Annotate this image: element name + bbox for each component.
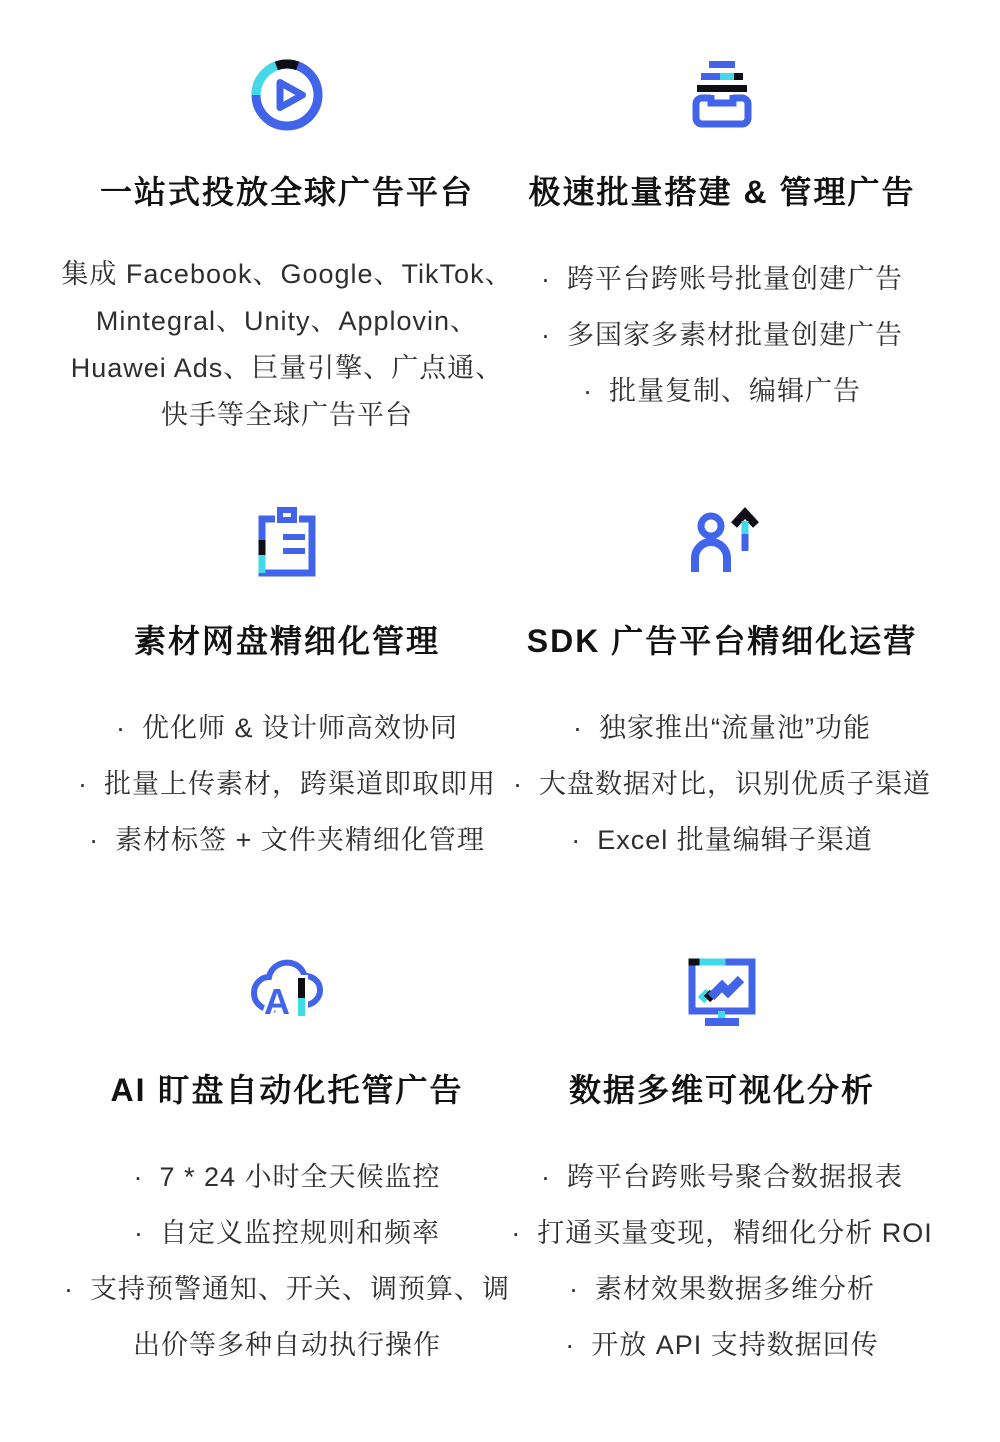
feature-title: 数据多维可视化分析: [568, 1072, 875, 1108]
feature-bullet-text: 跨平台跨账号批量创建广告: [567, 264, 903, 294]
feature-bullet-item: [54, 1149, 520, 1205]
bullet-dot: ·: [568, 1274, 579, 1304]
feature-title: 一站式投放全球广告平台: [99, 174, 474, 210]
feature-bullet-item: [511, 1205, 933, 1261]
svg-text:A: A: [264, 981, 290, 1022]
feature-card-sdk-operation: [472, 504, 972, 953]
feature-bullet-text: 支持预警通知、开关、调预算、调出价等多种自动执行操作: [90, 1274, 510, 1360]
feature-bullet-list: [54, 1149, 520, 1373]
bullet-dot: ·: [115, 713, 126, 743]
feature-bullet-item: [513, 700, 931, 756]
feature-bullet-item: [511, 1149, 933, 1205]
bullet-dot: ·: [571, 825, 582, 855]
feature-card-ai-autopilot: [37, 953, 537, 1402]
bullet-dot: ·: [541, 264, 551, 294]
archive-box-icon: [682, 55, 762, 135]
feature-bullet-item: [78, 812, 496, 868]
clipboard-icon: [247, 504, 327, 584]
feature-bullet-text: 批量复制、编辑广告: [609, 376, 861, 406]
bullet-dot: ·: [64, 1274, 74, 1304]
feature-bullet-item: [513, 812, 931, 868]
feature-bullet-text: 自定义监控规则和频率: [160, 1218, 440, 1248]
feature-bullet-text: 批量上传素材，跨渠道即取即用: [104, 769, 496, 799]
feature-bullet-item: [78, 756, 496, 812]
feature-bullet-text: 素材标签 + 文件夹精细化管理: [115, 825, 485, 855]
feature-bullet-text: Excel 批量编辑子渠道: [597, 825, 873, 855]
feature-bullet-list: [513, 700, 931, 868]
feature-bullet-list: [541, 251, 903, 419]
bullet-dot: ·: [89, 825, 100, 855]
feature-bullet-item: [511, 1317, 933, 1373]
feature-bullet-item: [541, 307, 903, 363]
feature-bullet-item: [54, 1261, 520, 1373]
person-growth-icon: [682, 504, 762, 584]
feature-bullet-text: 优化师 & 设计师高效协同: [141, 713, 458, 743]
feature-bullet-text: 打通买量变现，精细化分析 ROI: [537, 1218, 933, 1248]
feature-card-global-ad-platform: [37, 55, 537, 504]
feature-bullet-text: 7 * 24 小时全天候监控: [159, 1162, 441, 1192]
feature-bullet-list: [511, 1149, 933, 1373]
monitor-chart-icon: [682, 953, 762, 1033]
feature-bullet-item: [54, 1205, 520, 1261]
ai-cloud-icon: [247, 953, 327, 1033]
feature-bullet-item: [541, 251, 903, 307]
feature-title: AI 盯盘自动化托管广告: [110, 1072, 464, 1108]
feature-bullet-text: 跨平台跨账号聚合数据报表: [566, 1162, 903, 1192]
feature-bullet-item: [511, 1261, 933, 1317]
feature-card-data-visualization: [472, 953, 972, 1402]
bullet-dot: ·: [511, 1218, 522, 1248]
bullet-dot: ·: [565, 1330, 576, 1360]
bullet-dot: ·: [133, 1162, 144, 1192]
feature-bullet-text: 多国家多素材批量创建广告: [567, 320, 903, 350]
bullet-dot: ·: [583, 376, 593, 406]
feature-bullet-list: [78, 700, 496, 868]
feature-bullet-text: 开放 API 支持数据回传: [591, 1330, 879, 1360]
play-circle-icon: [247, 55, 327, 135]
feature-bullet-text: 大盘数据对比，识别优质子渠道: [539, 769, 931, 799]
feature-bullet-text: 独家推出“流量池”功能: [599, 713, 871, 743]
bullet-dot: ·: [541, 320, 551, 350]
bullet-dot: ·: [78, 769, 88, 799]
feature-description: 集成 Facebook、Google、TikTok、Mintegral、Unity、Applovin、Huawei Ads、巨量引擎、广点通、快手等全球广告平台: [61, 259, 513, 430]
bullet-dot: ·: [540, 1162, 551, 1192]
feature-bullet-item: [541, 363, 903, 419]
feature-bullet-item: [513, 756, 931, 812]
bullet-dot: ·: [513, 769, 523, 799]
feature-card-creative-management: [37, 504, 537, 953]
bullet-dot: ·: [573, 713, 583, 743]
feature-card-batch-build: [472, 55, 972, 504]
feature-bullet-item: [78, 700, 496, 756]
feature-title: SDK 广告平台精细化运营: [526, 623, 918, 659]
bullet-dot: ·: [134, 1218, 144, 1248]
feature-title: 极速批量搭建 & 管理广告: [528, 174, 916, 210]
feature-title: 素材网盘精细化管理: [133, 623, 440, 659]
feature-bullet-text: 素材效果数据多维分析: [594, 1274, 875, 1304]
